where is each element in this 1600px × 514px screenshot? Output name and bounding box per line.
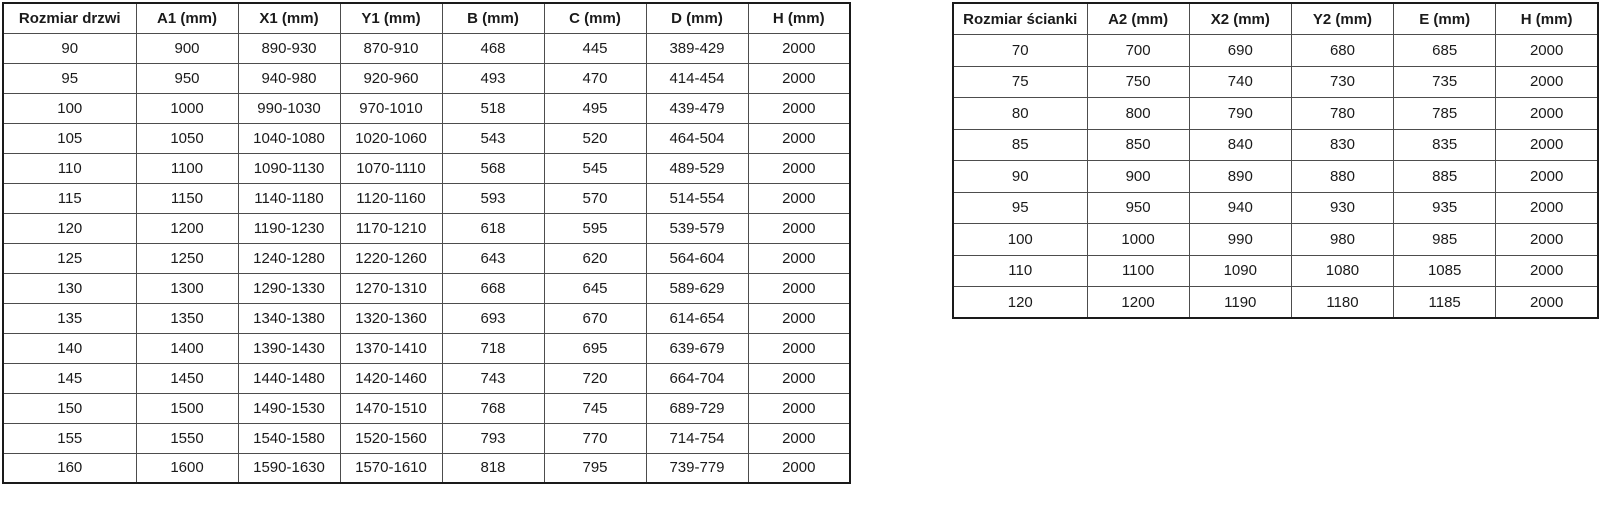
table-cell: 95 bbox=[3, 63, 136, 93]
table-cell: 2000 bbox=[748, 273, 850, 303]
table-cell: 739-779 bbox=[646, 453, 748, 483]
table-cell: 1200 bbox=[136, 213, 238, 243]
table-cell: 1590-1630 bbox=[238, 453, 340, 483]
table-row bbox=[3, 213, 850, 243]
table-cell: 1490-1530 bbox=[238, 393, 340, 423]
table-cell: 2000 bbox=[1496, 98, 1598, 130]
table-cell: 2000 bbox=[748, 33, 850, 63]
table-cell: 970-1010 bbox=[340, 93, 442, 123]
table-cell: 639-679 bbox=[646, 333, 748, 363]
table-cell: 439-479 bbox=[646, 93, 748, 123]
table-cell: 495 bbox=[544, 93, 646, 123]
column-header: B (mm) bbox=[442, 3, 544, 33]
table-cell: 140 bbox=[3, 333, 136, 363]
table-row bbox=[953, 287, 1598, 319]
table-cell: 2000 bbox=[748, 213, 850, 243]
table-cell: 1390-1430 bbox=[238, 333, 340, 363]
table-cell: 1000 bbox=[136, 93, 238, 123]
table-cell: 445 bbox=[544, 33, 646, 63]
table-cell: 1085 bbox=[1394, 255, 1496, 287]
table-cell: 1090 bbox=[1189, 255, 1291, 287]
table-cell: 785 bbox=[1394, 98, 1496, 130]
table-cell: 90 bbox=[953, 161, 1087, 193]
table-cell: 1540-1580 bbox=[238, 423, 340, 453]
table-cell: 940 bbox=[1189, 192, 1291, 224]
table-cell: 2000 bbox=[748, 63, 850, 93]
table-cell: 770 bbox=[544, 423, 646, 453]
table-cell: 543 bbox=[442, 123, 544, 153]
table-cell: 668 bbox=[442, 273, 544, 303]
table-cell: 1020-1060 bbox=[340, 123, 442, 153]
table-cell: 1000 bbox=[1087, 224, 1189, 256]
table-cell: 70 bbox=[953, 35, 1087, 67]
table-cell: 2000 bbox=[1496, 255, 1598, 287]
table-cell: 900 bbox=[1087, 161, 1189, 193]
table-row bbox=[953, 192, 1598, 224]
table-cell: 568 bbox=[442, 153, 544, 183]
table-cell: 1520-1560 bbox=[340, 423, 442, 453]
table-cell: 920-960 bbox=[340, 63, 442, 93]
table-cell: 518 bbox=[442, 93, 544, 123]
table-cell: 700 bbox=[1087, 35, 1189, 67]
table-cell: 125 bbox=[3, 243, 136, 273]
table-cell: 593 bbox=[442, 183, 544, 213]
table-cell: 545 bbox=[544, 153, 646, 183]
wall-size-table bbox=[952, 2, 1599, 319]
column-header: Rozmiar drzwi bbox=[3, 3, 136, 33]
table-cell: 793 bbox=[442, 423, 544, 453]
column-header: Y1 (mm) bbox=[340, 3, 442, 33]
table-row bbox=[3, 303, 850, 333]
table-cell: 115 bbox=[3, 183, 136, 213]
table-row bbox=[953, 66, 1598, 98]
table-cell: 2000 bbox=[748, 333, 850, 363]
table-cell: 664-704 bbox=[646, 363, 748, 393]
table-cell: 1150 bbox=[136, 183, 238, 213]
table-cell: 110 bbox=[953, 255, 1087, 287]
table-cell: 1140-1180 bbox=[238, 183, 340, 213]
table-cell: 768 bbox=[442, 393, 544, 423]
table-cell: 90 bbox=[3, 33, 136, 63]
table-cell: 670 bbox=[544, 303, 646, 333]
table-cell: 2000 bbox=[748, 153, 850, 183]
table-cell: 714-754 bbox=[646, 423, 748, 453]
table-cell: 950 bbox=[1087, 192, 1189, 224]
table-cell: 643 bbox=[442, 243, 544, 273]
table-cell: 570 bbox=[544, 183, 646, 213]
table-cell: 464-504 bbox=[646, 123, 748, 153]
table-cell: 614-654 bbox=[646, 303, 748, 333]
table-cell: 743 bbox=[442, 363, 544, 393]
table-cell: 2000 bbox=[748, 243, 850, 273]
table-cell: 1440-1480 bbox=[238, 363, 340, 393]
table-cell: 145 bbox=[3, 363, 136, 393]
table-cell: 389-429 bbox=[646, 33, 748, 63]
table-row bbox=[953, 224, 1598, 256]
table-cell: 120 bbox=[3, 213, 136, 243]
table-cell: 1340-1380 bbox=[238, 303, 340, 333]
table-cell: 589-629 bbox=[646, 273, 748, 303]
table-row bbox=[3, 153, 850, 183]
table-cell: 1400 bbox=[136, 333, 238, 363]
table-cell: 880 bbox=[1291, 161, 1393, 193]
table-cell: 468 bbox=[442, 33, 544, 63]
table-cell: 870-910 bbox=[340, 33, 442, 63]
table-row bbox=[953, 161, 1598, 193]
table-cell: 2000 bbox=[748, 423, 850, 453]
table-cell: 780 bbox=[1291, 98, 1393, 130]
table-cell: 840 bbox=[1189, 129, 1291, 161]
table-cell: 539-579 bbox=[646, 213, 748, 243]
table-cell: 2000 bbox=[748, 93, 850, 123]
table-cell: 1080 bbox=[1291, 255, 1393, 287]
table-row bbox=[3, 123, 850, 153]
table-cell: 1420-1460 bbox=[340, 363, 442, 393]
table-cell: 680 bbox=[1291, 35, 1393, 67]
table-cell: 1120-1160 bbox=[340, 183, 442, 213]
table-cell: 2000 bbox=[748, 453, 850, 483]
column-header: H (mm) bbox=[748, 3, 850, 33]
table-cell: 2000 bbox=[1496, 161, 1598, 193]
table-cell: 1050 bbox=[136, 123, 238, 153]
column-header: D (mm) bbox=[646, 3, 748, 33]
table-row bbox=[953, 35, 1598, 67]
table-cell: 890-930 bbox=[238, 33, 340, 63]
table-row bbox=[3, 93, 850, 123]
table-cell: 693 bbox=[442, 303, 544, 333]
table-cell: 1300 bbox=[136, 273, 238, 303]
table-cell: 155 bbox=[3, 423, 136, 453]
table-cell: 689-729 bbox=[646, 393, 748, 423]
table-cell: 1320-1360 bbox=[340, 303, 442, 333]
table-row bbox=[3, 183, 850, 213]
column-header: C (mm) bbox=[544, 3, 646, 33]
table-cell: 564-604 bbox=[646, 243, 748, 273]
table-cell: 645 bbox=[544, 273, 646, 303]
table-cell: 414-454 bbox=[646, 63, 748, 93]
table-cell: 95 bbox=[953, 192, 1087, 224]
table-cell: 2000 bbox=[1496, 66, 1598, 98]
table-row bbox=[3, 63, 850, 93]
column-header: Y2 (mm) bbox=[1291, 3, 1393, 35]
table-cell: 2000 bbox=[748, 123, 850, 153]
table-cell: 80 bbox=[953, 98, 1087, 130]
table-cell: 1290-1330 bbox=[238, 273, 340, 303]
table-cell: 1220-1260 bbox=[340, 243, 442, 273]
table-cell: 990 bbox=[1189, 224, 1291, 256]
table-row bbox=[953, 129, 1598, 161]
table-cell: 489-529 bbox=[646, 153, 748, 183]
table-cell: 720 bbox=[544, 363, 646, 393]
table-cell: 790 bbox=[1189, 98, 1291, 130]
table-cell: 795 bbox=[544, 453, 646, 483]
table-cell: 940-980 bbox=[238, 63, 340, 93]
table-row bbox=[3, 363, 850, 393]
table-cell: 800 bbox=[1087, 98, 1189, 130]
column-header: H (mm) bbox=[1496, 3, 1598, 35]
table-cell: 935 bbox=[1394, 192, 1496, 224]
table-cell: 105 bbox=[3, 123, 136, 153]
table-cell: 2000 bbox=[1496, 224, 1598, 256]
table-cell: 718 bbox=[442, 333, 544, 363]
table-cell: 1170-1210 bbox=[340, 213, 442, 243]
column-header: X2 (mm) bbox=[1189, 3, 1291, 35]
table-cell: 830 bbox=[1291, 129, 1393, 161]
table-cell: 1500 bbox=[136, 393, 238, 423]
table-cell: 1570-1610 bbox=[340, 453, 442, 483]
table-cell: 1190 bbox=[1189, 287, 1291, 319]
table-cell: 2000 bbox=[1496, 192, 1598, 224]
table-cell: 2000 bbox=[748, 303, 850, 333]
table-cell: 2000 bbox=[748, 393, 850, 423]
column-header: E (mm) bbox=[1394, 3, 1496, 35]
table-cell: 618 bbox=[442, 213, 544, 243]
table-cell: 885 bbox=[1394, 161, 1496, 193]
table-cell: 620 bbox=[544, 243, 646, 273]
table-cell: 818 bbox=[442, 453, 544, 483]
table-cell: 1180 bbox=[1291, 287, 1393, 319]
table-cell: 690 bbox=[1189, 35, 1291, 67]
table-cell: 980 bbox=[1291, 224, 1393, 256]
table-cell: 850 bbox=[1087, 129, 1189, 161]
table-cell: 1100 bbox=[136, 153, 238, 183]
table-cell: 1370-1410 bbox=[340, 333, 442, 363]
table-cell: 1090-1130 bbox=[238, 153, 340, 183]
table-cell: 1070-1110 bbox=[340, 153, 442, 183]
table-cell: 2000 bbox=[1496, 129, 1598, 161]
column-header: X1 (mm) bbox=[238, 3, 340, 33]
table-cell: 835 bbox=[1394, 129, 1496, 161]
table-cell: 950 bbox=[136, 63, 238, 93]
table-cell: 2000 bbox=[748, 363, 850, 393]
table-cell: 1450 bbox=[136, 363, 238, 393]
column-header: A2 (mm) bbox=[1087, 3, 1189, 35]
table-cell: 1550 bbox=[136, 423, 238, 453]
table-row bbox=[953, 255, 1598, 287]
table-cell: 130 bbox=[3, 273, 136, 303]
table-cell: 730 bbox=[1291, 66, 1393, 98]
table-row bbox=[3, 33, 850, 63]
table-cell: 1350 bbox=[136, 303, 238, 333]
table-cell: 1250 bbox=[136, 243, 238, 273]
table-cell: 470 bbox=[544, 63, 646, 93]
table-cell: 75 bbox=[953, 66, 1087, 98]
table-cell: 2000 bbox=[1496, 287, 1598, 319]
table-cell: 1190-1230 bbox=[238, 213, 340, 243]
table-cell: 990-1030 bbox=[238, 93, 340, 123]
table-cell: 2000 bbox=[1496, 35, 1598, 67]
table-cell: 520 bbox=[544, 123, 646, 153]
table-cell: 1600 bbox=[136, 453, 238, 483]
table-cell: 493 bbox=[442, 63, 544, 93]
table-row bbox=[953, 98, 1598, 130]
table-row bbox=[3, 333, 850, 363]
table-cell: 1200 bbox=[1087, 287, 1189, 319]
table-cell: 1240-1280 bbox=[238, 243, 340, 273]
header-row bbox=[953, 3, 1598, 35]
header-row bbox=[3, 3, 850, 33]
table-cell: 930 bbox=[1291, 192, 1393, 224]
table-cell: 100 bbox=[953, 224, 1087, 256]
table-cell: 740 bbox=[1189, 66, 1291, 98]
table-cell: 745 bbox=[544, 393, 646, 423]
column-header: A1 (mm) bbox=[136, 3, 238, 33]
table-cell: 695 bbox=[544, 333, 646, 363]
table-row bbox=[3, 243, 850, 273]
table-cell: 150 bbox=[3, 393, 136, 423]
table-cell: 1470-1510 bbox=[340, 393, 442, 423]
table-row bbox=[3, 273, 850, 303]
table-cell: 2000 bbox=[748, 183, 850, 213]
table-cell: 735 bbox=[1394, 66, 1496, 98]
table-cell: 1040-1080 bbox=[238, 123, 340, 153]
door-size-table bbox=[2, 2, 851, 484]
table-cell: 85 bbox=[953, 129, 1087, 161]
table-cell: 160 bbox=[3, 453, 136, 483]
table-cell: 100 bbox=[3, 93, 136, 123]
table-cell: 110 bbox=[3, 153, 136, 183]
table-cell: 900 bbox=[136, 33, 238, 63]
table-cell: 1185 bbox=[1394, 287, 1496, 319]
table-cell: 135 bbox=[3, 303, 136, 333]
table-row bbox=[3, 393, 850, 423]
column-header: Rozmiar ścianki bbox=[953, 3, 1087, 35]
table-cell: 120 bbox=[953, 287, 1087, 319]
table-row bbox=[3, 453, 850, 483]
table-cell: 685 bbox=[1394, 35, 1496, 67]
table-cell: 750 bbox=[1087, 66, 1189, 98]
table-cell: 595 bbox=[544, 213, 646, 243]
table-row bbox=[3, 423, 850, 453]
table-cell: 1270-1310 bbox=[340, 273, 442, 303]
table-cell: 985 bbox=[1394, 224, 1496, 256]
table-cell: 890 bbox=[1189, 161, 1291, 193]
table-cell: 514-554 bbox=[646, 183, 748, 213]
table-cell: 1100 bbox=[1087, 255, 1189, 287]
